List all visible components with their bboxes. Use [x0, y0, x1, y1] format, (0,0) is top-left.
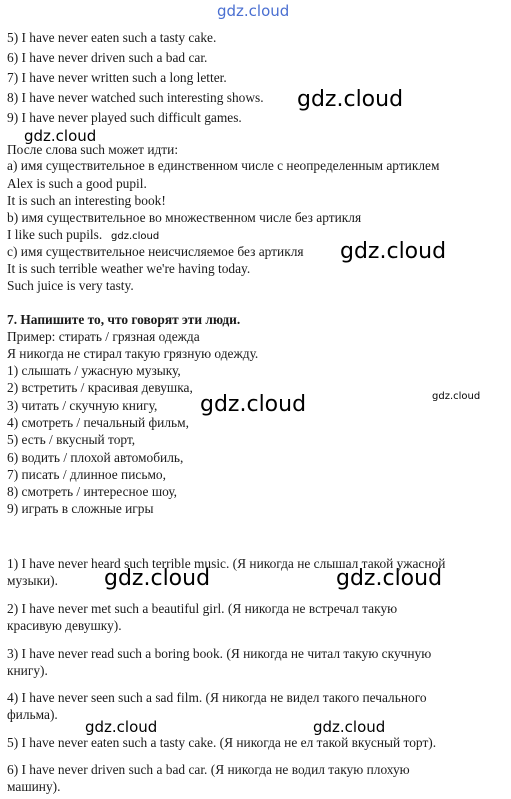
top-line-9: 9) I have never played such difficult games. — [7, 110, 242, 125]
task-example-label: Пример: стирать / грязная одежда — [7, 329, 200, 344]
task-example-answer: Я никогда не стирал такую грязную одежду. — [7, 346, 259, 361]
answer-2-line-1: 2) I have never met such a beautiful girl. (Я никогда не встречал такую — [7, 601, 398, 616]
watermark-7: gdz.cloud — [104, 566, 211, 591]
grammar-example-a2: It is such an interesting book! — [7, 193, 166, 208]
answer-3-line-1: 3) I have never read such a boring book. (Я никогда не читал такую скучную — [7, 646, 432, 661]
answer-5-line-1: 5) I have never eaten such a tasty cake. (Я никогда не ел такой вкусный торт). — [7, 735, 437, 750]
grammar-intro: После слова such может идти: — [7, 142, 179, 157]
answer-1-line-1: 1) I have never heard such terrible music. (Я никогда не слышал такой ужасной — [7, 556, 446, 571]
answer-6-line-2: машину). — [7, 779, 61, 794]
top-line-6: 6) I have never driven such a bad car. — [7, 50, 208, 65]
grammar-rule-c: с) имя существительное неисчисляемое без артикля — [7, 244, 304, 259]
task-item-6: 6) водить / плохой автомобиль, — [7, 450, 184, 465]
task-item-8: 8) смотреть / интересное шоу, — [7, 484, 178, 499]
watermark-1: gdz.cloud — [297, 87, 404, 112]
answer-6-line-1: 6) I have never driven such a bad car. (Я никогда не водил такую плохую — [7, 762, 410, 777]
task-item-2: 2) встретить / красивая девушка, — [7, 380, 193, 395]
task-item-7: 7) писать / длинное письмо, — [7, 467, 166, 482]
watermark-5: gdz.cloud — [200, 392, 307, 417]
answer-2-line-2: красивую девушку). — [7, 618, 122, 633]
watermark-top: gdz.cloud — [217, 2, 290, 20]
grammar-example-c2: Such juice is very tasty. — [7, 278, 134, 293]
answer-3-line-2: книгу). — [7, 663, 48, 678]
task-item-4: 4) смотреть / печальный фильм, — [7, 415, 189, 430]
task-item-3: 3) читать / скучную книгу, — [7, 398, 158, 413]
top-line-7: 7) I have never written such a long letter. — [7, 70, 227, 85]
task-title: 7. Напишите то, что говорят эти люди. — [7, 312, 241, 327]
grammar-rule-a: а) имя существительное в единственном числе с неопределенным артиклем — [7, 158, 440, 173]
answer-4-line-2: фильма). — [7, 707, 58, 722]
task-item-9: 9) играть в сложные игры — [7, 501, 154, 516]
grammar-example-b: I like such pupils. — [7, 227, 103, 242]
watermark-2: gdz.cloud — [24, 127, 97, 145]
top-line-5: 5) I have never eaten such a tasty cake. — [7, 30, 217, 45]
grammar-rule-b: b) имя существительное во множественном числе без артикля — [7, 210, 362, 225]
grammar-example-c1: It is such terrible weather we're having today. — [7, 261, 251, 276]
answer-1-line-2: музыки). — [7, 573, 58, 588]
watermark-9: gdz.cloud — [85, 718, 158, 736]
top-line-8: 8) I have never watched such interesting shows. — [7, 90, 264, 105]
watermark-4: gdz.cloud — [340, 239, 447, 264]
task-item-5: 5) есть / вкусный торт, — [7, 432, 136, 447]
watermark-6: gdz.cloud — [432, 391, 481, 402]
answer-4-line-1: 4) I have never seen such a sad film. (Я никогда не видел такого печального — [7, 690, 427, 705]
grammar-example-a1: Alex is such a good pupil. — [7, 176, 147, 191]
watermark-3: gdz.cloud — [111, 231, 160, 242]
watermark-8: gdz.cloud — [336, 566, 443, 591]
task-item-1: 1) слышать / ужасную музыку, — [7, 363, 181, 378]
watermark-10: gdz.cloud — [313, 718, 386, 736]
